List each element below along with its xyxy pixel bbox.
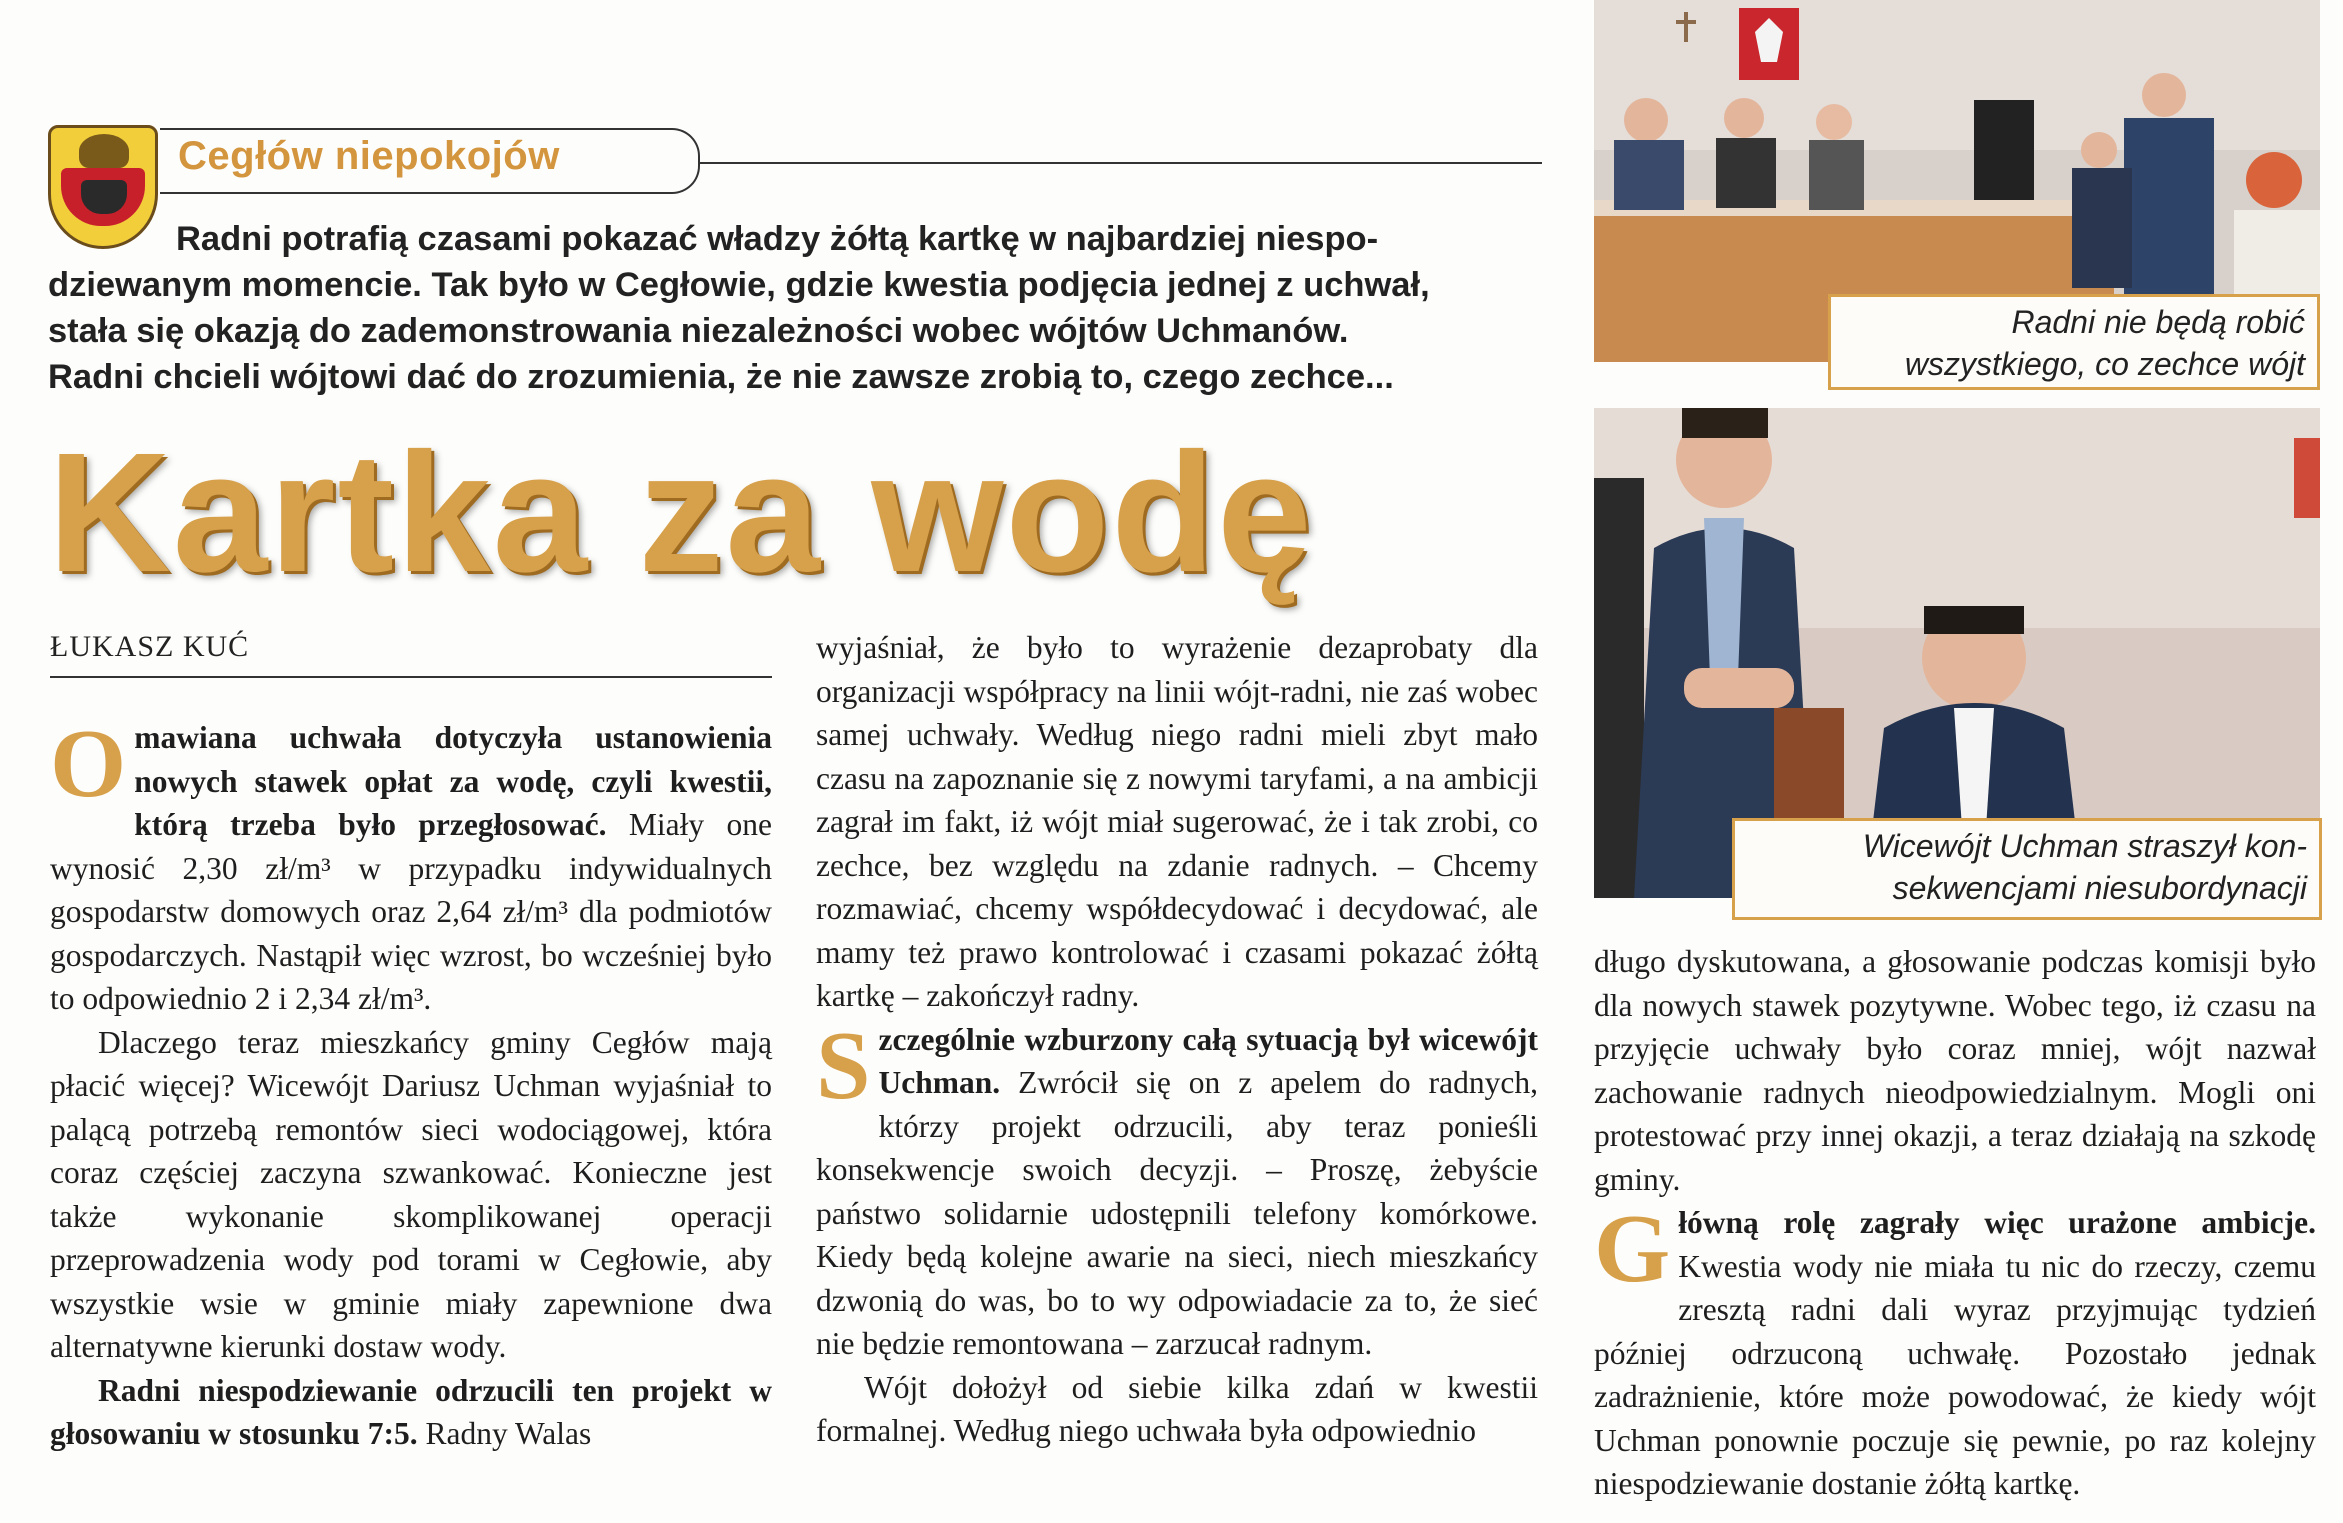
drop-cap: G <box>1594 1195 1671 1303</box>
bold-lede: Radni niespodziewanie odrzucili ten projekt w głosowaniu w stosunku 7:5. <box>50 1372 772 1451</box>
bold-lede: zczególnie wzburzony całą sytuacją był wicewójt Uchman. <box>878 1021 1538 1100</box>
caption-line: sekwencjami niesubordynacji <box>1892 870 2307 906</box>
section-kicker: Cegłów niepokojów <box>178 134 560 178</box>
drop-cap: O <box>50 710 127 818</box>
paragraph-text: Miały one wynosić 2,30 zł/m³ w przypadku indywidualnych gospodarstw domowych oraz 2,64 zł/m³ dla podmiotów gospodarczych. Nastąpił więc wzrost, bo wcześniej było to odpowiednio 2 i 2,34 zł/m³. <box>50 807 772 1016</box>
paragraph: długo dyskutowana, a głosowanie podczas komisji było dla nowych stawek pozytywne. Wobec tego, iż czasu na przyjęcie uchwały było coraz mniej, wójt nazwał zachowanie radnych nieodpowiedzialnym. Mogli oni protestować przy innej okazji, a teraz działają na szkodę gminy. <box>1594 944 2316 1197</box>
caption-line: wszystkiego, co zechce wójt <box>1904 346 2305 382</box>
paragraph-text: Zwrócił się on z apelem do radnych, którzy projekt odrzucili, aby teraz ponieśli konsekwencje swoich decyzji. – Proszę, żebyście państwo solidarnie udostępnili telefony komórkowe. Kiedy będą kolejne awarie na sieci, niech mieszkańcy dzwonią do was, bo to wy odpowiadacie za to, że sieć nie będzie remontowana – zarzucał radnym. <box>816 1065 1538 1361</box>
author-byline: ŁUKASZ KUĆ <box>50 630 250 663</box>
lead-line: dziewanym momencie. Tak było w Cegłowie, gdzie kwestia podjęcia jednej z uchwał, <box>48 266 1430 304</box>
sheaf-icon <box>79 134 129 168</box>
article-column-3 <box>1594 940 2316 1506</box>
paragraph <box>50 1369 772 1456</box>
header-divider <box>700 162 1542 164</box>
article-column-2 <box>816 626 1538 1453</box>
photo-caption <box>1828 294 2320 390</box>
paragraph: Dlaczego teraz mieszkańcy gminy Cegłów mają płacić więcej? Wicewójt Dariusz Uchman wyjaśniał to palącą potrzebą remontów sieci wodociągowej, która coraz częściej zaczyna szwankować. Konieczne jest także wykonanie skomplikowanej operacji przeprowadzenia wody pod torami w Cegłowie, aby wszystkie wsie w gminie miały zapewnione dwa alternatywne kierunki dostaw wody. <box>50 1024 772 1364</box>
paragraph <box>1594 1195 2316 1506</box>
paragraph-text: Kwestia wody nie miała tu nic do rzeczy, czemu zresztą radni dali wyraz przyjmując tydzień później odrzuconą uchwałę. Pozostało jednak zadrażnienie, które może powodować, że kiedy wójt Uchman ponownie poczuje się pewnie, po raz kolejny niespodziewanie dostanie żółtą kartkę. <box>1594 1248 2316 1501</box>
paragraph: wyjaśniał, że było to wyrażenie dezaprobaty dla organizacji współpracy na linii wójt-radni, nie zaś wobec samej uchwały. Według niego radni mieli zbyt mało czasu na zapoznanie się z nowymi taryfami, a na ambicji zagrał im fakt, iż wójt miał sugerować, że i tak zrobi, co zechce, bez względu na zdanie radnych. – Chcemy rozmawiać, chcemy współdecydować i decydować, ale mamy też prawo kontrolować i czasami pokazać żółtą kartkę – zakończył radny. <box>816 630 1538 1013</box>
caption-line: Wicewójt Uchman straszył kon- <box>1862 828 2307 864</box>
bold-lede: łówną rolę zagrały więc urażone ambicje. <box>1678 1205 2316 1240</box>
article-lead <box>48 216 1548 400</box>
byline-divider <box>50 676 772 678</box>
lead-line: Radni potrafią czasami pokazać władzy żółtą kartkę w najbardziej niespo- <box>176 220 1379 258</box>
paragraph <box>50 710 772 1021</box>
paragraph: Wójt dołożył od siebie kilka zdań w kwestii formalnej. Według niego uchwała była odpowiednio <box>816 1369 1538 1448</box>
article-headline: Kartka za wodę <box>48 418 1314 608</box>
pot-icon <box>81 180 127 214</box>
lead-line: Radni chcieli wójtowi dać do zrozumienia, że nie zawsze zrobią to, czego zechce... <box>48 358 1394 396</box>
paragraph-text: Radny Walas <box>417 1416 592 1451</box>
lead-line: stała się okazją do zademonstrowania niezależności wobec wójtów Uchmanów. <box>48 312 1349 350</box>
photo-caption <box>1732 818 2322 920</box>
article-column-1 <box>50 710 772 1456</box>
caption-line: Radni nie będą robić <box>2011 304 2305 340</box>
bold-lede: mawiana uchwała dotyczyła ustanowienia nowych stawek opłat za wodę, czyli kwestii, którą trzeba było przegłosować. <box>134 720 772 842</box>
paragraph <box>816 1011 1538 1366</box>
drop-cap: S <box>816 1011 871 1120</box>
